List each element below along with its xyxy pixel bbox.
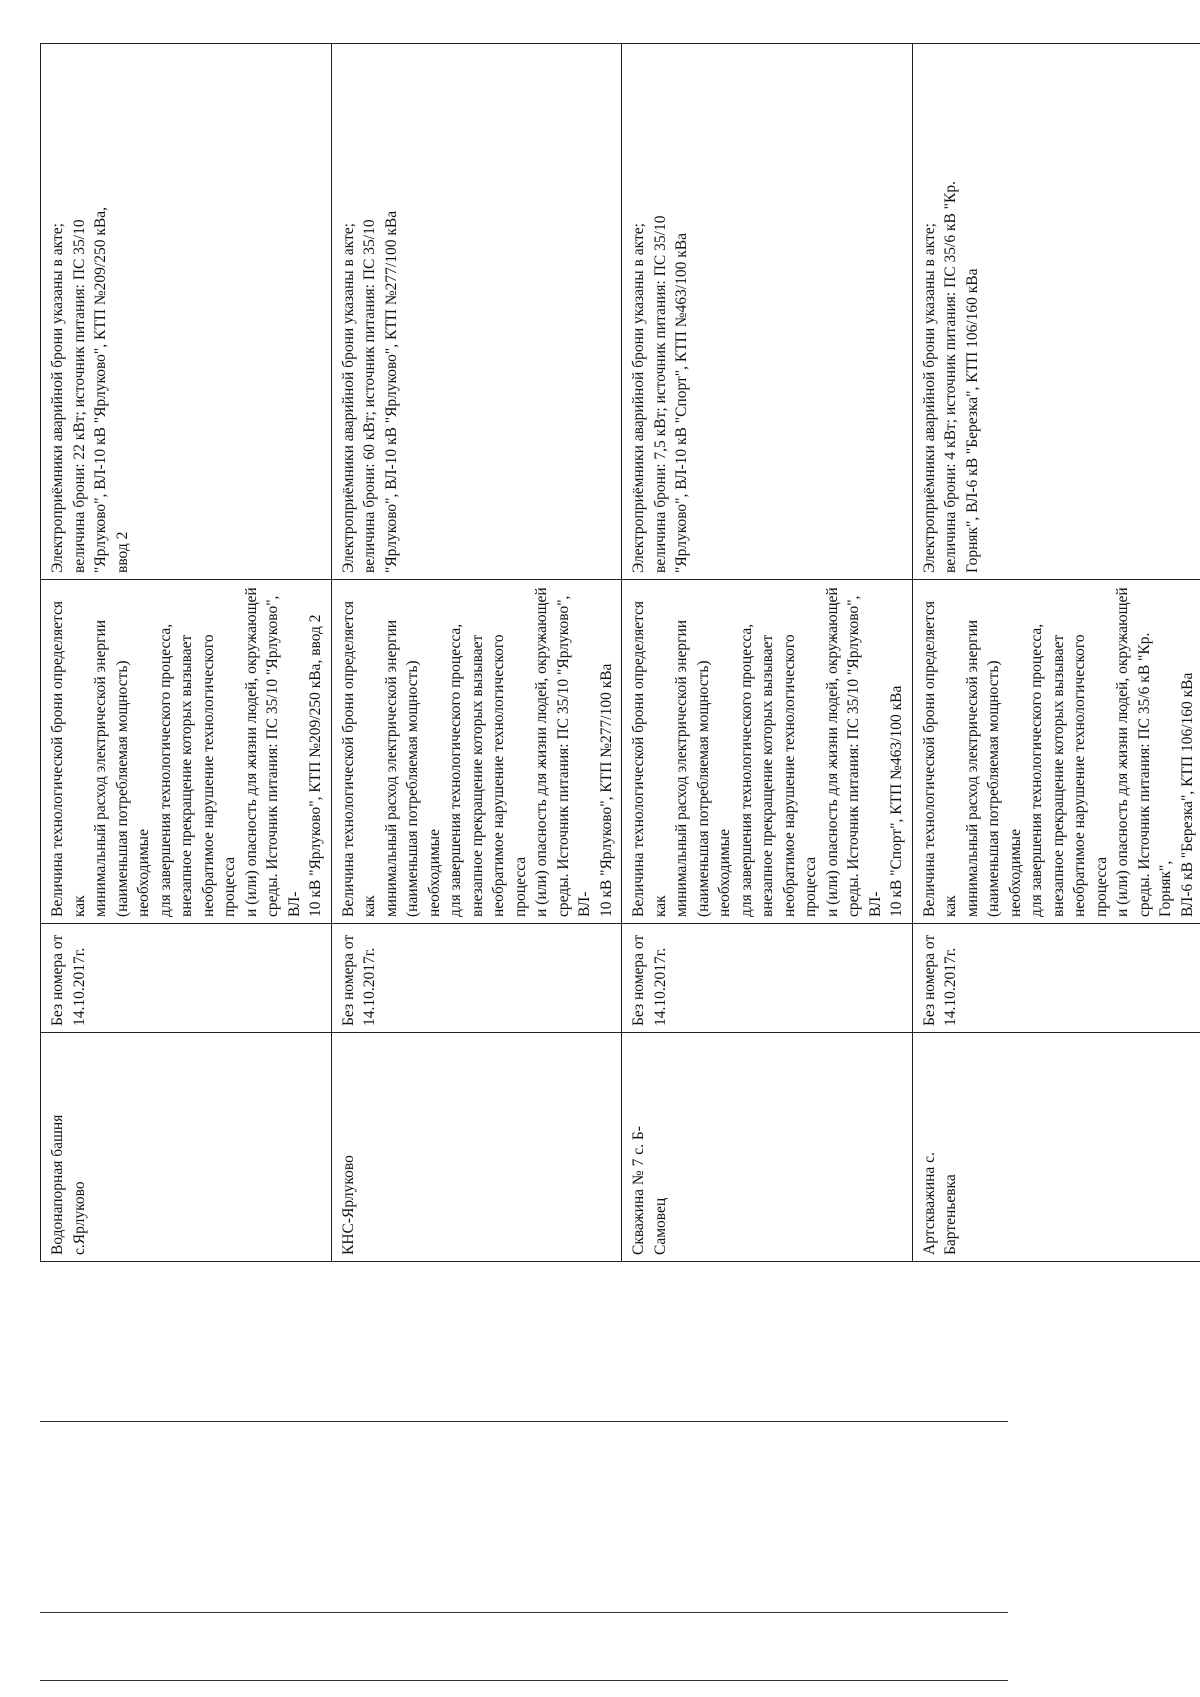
reservation-table — [40, 43, 1200, 1262]
emergency-reserve-cell: Электроприёмники аварийной брони указаны в акте; величина брони: 7,5 кВт; источник питания: ПС 35/10 "Ярлуково", ВЛ-10 кВ "Спорт", КТП №463/100 кВа — [622, 44, 913, 580]
act-date-cell: Без номера от 14.10.2017г. — [912, 924, 1200, 1033]
act-date-cell: Без номера от 14.10.2017г. — [41, 924, 332, 1033]
tech-reserve-cell: Величина технологической брони определяется как минимальный расход электрической энергии (наименьшая потребляемая мощность) необходимые для завершения технологического процесса, внезапное прекращение которых вызывает необратимое нарушение технологического процесса и (или) опасность для жизни людей, окружающей среды. Источник питания: ПС 35/10 "Ярлуково", ВЛ- 10 кВ "Ярлуково", КТП №209/250 кВа, ввод 2 — [41, 580, 332, 924]
emergency-reserve-cell: Электроприёмники аварийной брони указаны в акте; величина брони: 4 кВт; источник питания: ПС 35/6 кВ "Кр. Горняк", ВЛ-6 кВ "Березка", КТП 106/160 кВа — [912, 44, 1200, 580]
tech-reserve-cell: Величина технологической брони определяется как минимальный расход электрической энергии (наименьшая потребляемая мощность) необходимые для завершения технологического процесса, внезапное прекращение которых вызывает необратимое нарушение технологического процесса и (или) опасность для жизни людей, окружающей среды. Источник питания: ПС 35/6 кВ "Кр. Горняк", ВЛ-6 кВ "Березка", КТП 106/160 кВа — [912, 580, 1200, 924]
signature-line — [40, 1680, 1008, 1681]
object-name-cell: Скважина № 7 с. Б- Самовец — [622, 1033, 913, 1262]
object-name-cell: Артскважина с. Бартеньевка — [912, 1033, 1200, 1262]
tech-reserve-cell: Величина технологической брони определяется как минимальный расход электрической энергии (наименьшая потребляемая мощность) необходимые для завершения технологического процесса, внезапное прекращение которых вызывает необратимое нарушение технологического процесса и (или) опасность для жизни людей, окружающей среды. Источник питания: ПС 35/10 "Ярлуково", ВЛ- 10 кВ "Спорт", КТП №463/100 кВа — [622, 580, 913, 924]
table-row — [622, 44, 913, 1262]
act-date-cell: Без номера от 14.10.2017г. — [622, 924, 913, 1033]
emergency-reserve-cell: Электроприёмники аварийной брони указаны в акте; величина брони: 60 кВт; источник питания: ПС 35/10 "Ярлуково", ВЛ-10 кВ "Ярлуково", КТП №277/100 кВа — [331, 44, 622, 580]
table-row — [331, 44, 622, 1262]
object-name-cell: Водонапорная башня с.Ярлуково — [41, 1033, 332, 1262]
table-row — [41, 44, 332, 1262]
object-name-cell: КНС-Ярлуково — [331, 1033, 622, 1262]
emergency-reserve-cell: Электроприёмники аварийной брони указаны в акте; величина брони: 22 кВт; источник питания: ПС 35/10 "Ярлуково", ВЛ-10 кВ "Ярлуково", КТП №209/250 кВа, ввод 2 — [41, 44, 332, 580]
rotated-page-content — [40, 44, 1196, 1262]
signature-line — [40, 1421, 1008, 1422]
table-row — [912, 44, 1200, 1262]
signature-line — [40, 1612, 1008, 1613]
act-date-cell: Без номера от 14.10.2017г. — [331, 924, 622, 1033]
tech-reserve-cell: Величина технологической брони определяется как минимальный расход электрической энергии (наименьшая потребляемая мощность) необходимые для завершения технологического процесса, внезапное прекращение которых вызывает необратимое нарушение технологического процесса и (или) опасность для жизни людей, окружающей среды. Источник питания: ПС 35/10 "Ярлуково", ВЛ- 10 кВ "Ярлуково", КТП №277/100 кВа — [331, 580, 622, 924]
